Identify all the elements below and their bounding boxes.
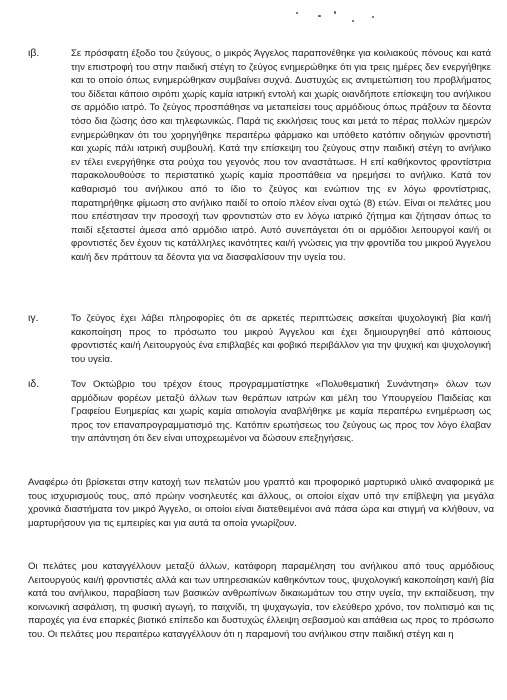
scan-speck [372,16,374,18]
scan-speck [318,15,321,17]
scan-speck [334,11,336,14]
evidence-paragraph: Αναφέρω ότι βρίσκεται στην κατοχή των πελατών μου γραπτό και προφορικό μαρτυρικό υλικό αναφορικά με τους ισχυρισμούς τους, από πρώην νοσηλευτές και άλλους, οι οποίοι είχαν υπό την επίβλεψη για μεγάλα χρονικά διαστήματα τον μικρό Άγγελο, οι οποίοι είναι διατεθειμένοι ανά πάσα ώρα και στιγμή να κλήθουν, να μαρτυρήσουν για τις εμπειρίες και για αυτά τα οποία γνωρίζουν. [28,477,494,529]
item-number: ιγ. [28,312,39,324]
complaint-paragraph: Οι πελάτες μου καταγγέλλουν μεταξύ άλλων, κατάφορη παραμέληση του ανήλικου από τους αρμόδιους Λειτουργούς και/ή φροντιστές αλλά και των υπηρεσιακών καθηκόντων τους, ψυχολογική κακοποίηση και/ή βία κατά του ανήλικου, παραβίαση των βασικών ανθρωπίνων δικαιωμάτων του στην υγεία, την εκπαίδευση, την κοινωνική ασφάλιση, τη φυσική αγωγή, το παιχνίδι, τη ψυχαγωγία, τον ελεύθερο χρόνο, τον πολιτισμό και τις παροχές για ένα επαρκές βιοτικό επίπεδο και δυστυχώς έλλειψη σεβασμού και απάθεια ως προς το πρόσωπο του. Οι πελάτες μου περαιτέρω καταγγέλλουν ότι η παραμονή του ανήλικου στην παιδική στέγη και η [28,561,494,640]
scan-speck [296,12,298,14]
item-number: ιβ. [28,47,40,59]
item-text: Σε πρόσφατη έξοδο του ζεύγους, ο μικρός Άγγελος παραπονέθηκε για κοιλιακούς πόνους και κατά την επιστροφή του στην παιδική στέγη το ζεύγος ενημερώθηκε ότι για τρεις ημέρες δεν ενεργήθηκε και το οποίο όπως ενημερώθηκαν συμβαίνει συχνά. Δυστυχώς εις αντιμετώπιση του προβλήματος του δίδεται κάποιο σιρόπι χωρίς καμία ιατρική εντολή και χωρίς οιανδήποτε επίσκεψη του ανήλικου σε αρμόδιο ιατρό. Το ζεύγος προσπάθησε να μεταπείσει τους αρμόδιους όπως πράξουν τα δέοντα τόσο δια ζώσης όσο και τηλεφωνικώς. Παρά τις εκκλήσεις τους και μετά το πέρας πολλών ημερών ενημερώθηκαν ότι του χορηγήθηκε περαιτέρω φάρμακο και υπόθετο κατόπιν οδηγιών φροντιστή και χωρίς πάλι ιατρική συμβουλή. Κατά την επίσκεψη του ζεύγους στην παιδική στέγη το ανήλικο εν τέλει ενεργήθηκε στα ρούχα του γεγονός που τον αναστάτωσε. Η επί καθήκοντος φροντίστρια παρακολουθούσε το περιστατικό χωρίς καμία προσπάθεια να ηρεμήσει το ανήλικο. Κατά τον καθαρισμό του ανήλικου από το ίδιο το ζεύγος και ενώπιον της εν λόγω φροντίστριας, παρατηρήθηκε φίμωση στο ανήλικο παιδί το οποίο πλέον είναι οχτώ (8) ετών. Είναι οι πελάτες μου που επέστησαν την προσοχή των φροντιστών στο εν λόγω ιατρικό ζήτημα και ζήτησαν όπως το παιδί εξεταστεί άμεσα από αρμόδιο ιατρό. Αυτό συνεπάγεται ότι οι αρμόδιοι λειτουργοί και/ή οι φροντιστές δεν έχουν τις κατάλληλες ικανότητες και/ή γνώσεις για την φροντίδα του μικρού Άγγελου και/ή δεν πράττουν τα δέοντα για να διασφαλίσουν την υγεία του. [71,48,491,263]
item-text: Τον Οκτώβριο του τρέχον έτους προγραμματίστηκε «Πολυθεματική Συνάντηση» όλων των αρμόδιων φορέων μεταξύ άλλων των θεράπων ιατρών και μέλη του Υπουργείου Παιδείας και Γραφείου Ευημερίας και χωρίς καμία αιτιολογία αναβλήθηκε με καμία περαιτέρω ενημέρωση ως προς τον επαναπρογραμματισμό της. Κατόπιν ερωτήσεως του ζεύγους ως προς τον λόγο έλαβαν την απάντηση ότι δεν είναι υποχρεωμένοι να δώσουν επεξηγήσεις. [71,379,491,445]
scan-speck [352,20,354,22]
item-number: ιδ. [28,378,40,390]
item-text: Το ζεύγος έχει λάβει πληροφορίες ότι σε αρκετές περιπτώσεις ασκείται ψυχολογική βία και/ή κακοποίηση προς το πρόσωπο του μικρού Άγγελου και έχει δημιουργηθεί από κάποιους φροντιστές και/ή Λειτουργούς ένα επιβλαβές και φοβικό περιβάλλον για την ψυχική και ψυχολογική του υγεία. [71,313,491,365]
